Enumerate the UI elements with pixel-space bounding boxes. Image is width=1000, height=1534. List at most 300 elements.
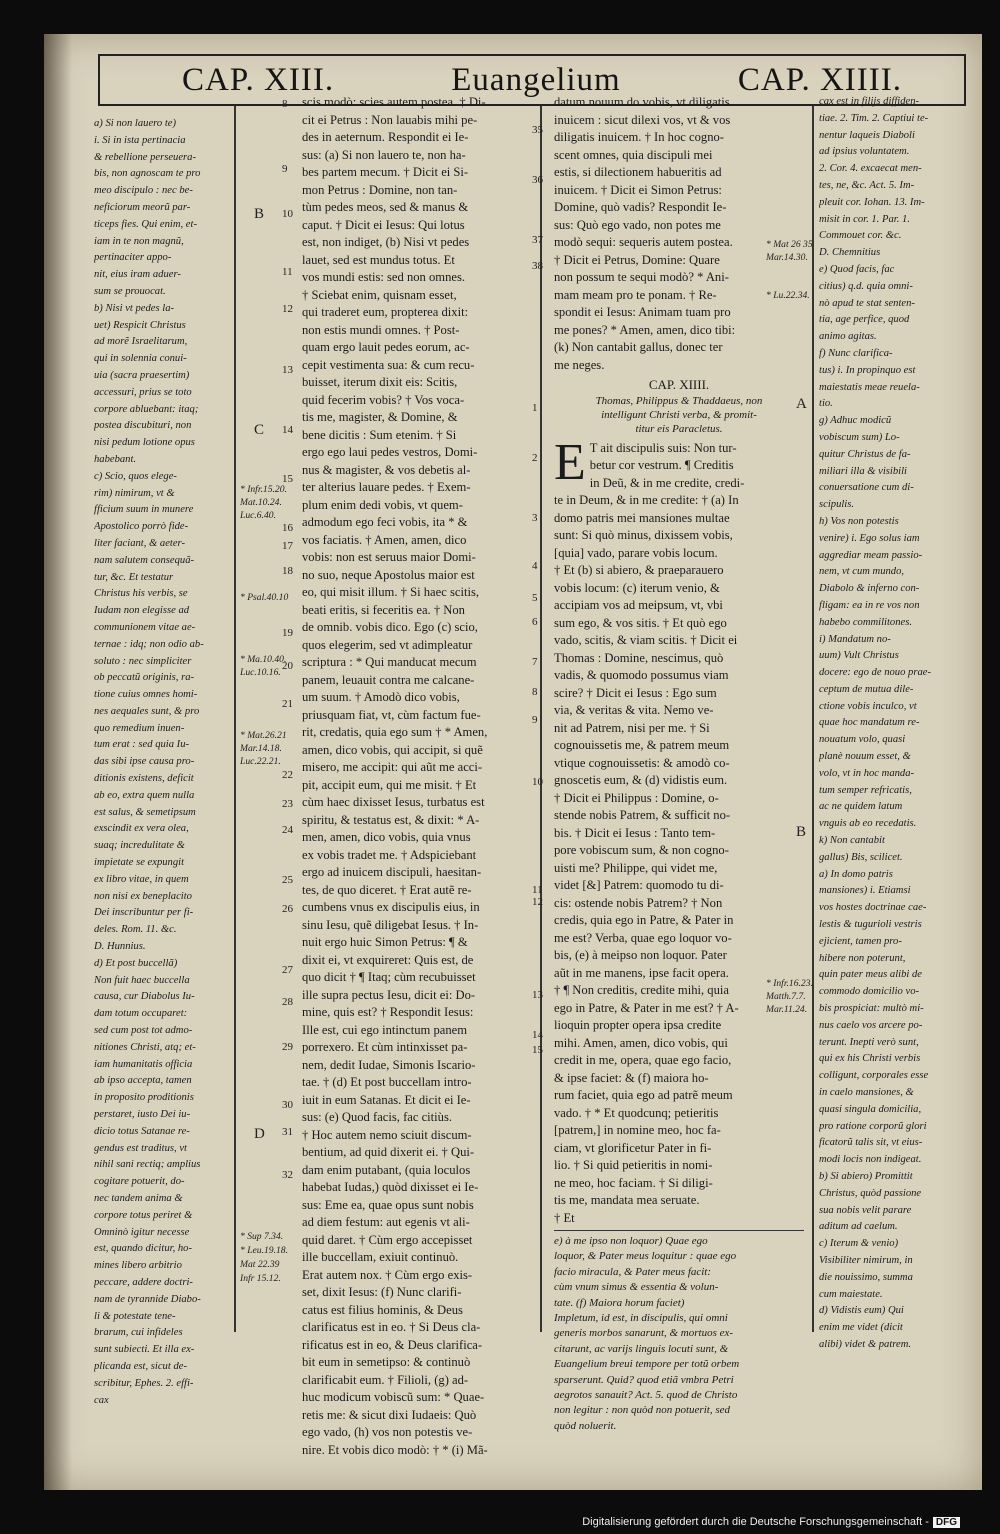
commentary-line: neficiorum meorũ par- <box>94 201 191 213</box>
scripture-line: spondit ei Iesus: Animam tuam pro <box>554 305 731 319</box>
scripture-line: (k) Non cantabit gallus, donec ter <box>554 340 723 354</box>
commentary-line: tum semper refricatis, <box>819 784 912 796</box>
scripture-line: um suum. † Amodò dico vobis, <box>302 690 460 704</box>
commentary-line: gallus) Bis, scilicet. <box>819 851 903 863</box>
commentary-line: vobiscum sum) Lo- <box>819 431 900 443</box>
commentary-line: tione cuius omnes homi- <box>94 689 198 701</box>
commentary-line: in caelo mansiones, & <box>819 1087 914 1099</box>
commentary-line: b) Nisi vt pedes la- <box>94 302 175 314</box>
section-letter: C <box>254 422 265 438</box>
commentary-line: modi locis non indigeat. <box>819 1154 922 1166</box>
commentary-line: fligam: ea in re vos non <box>819 599 920 611</box>
footnote-line: loquor, & Pater meus loquitur : quae ego <box>554 1250 737 1263</box>
commentary-line: colligunt, corporales esse <box>819 1070 929 1082</box>
section-letter: B <box>796 824 807 840</box>
verse-number: 12 <box>282 303 293 315</box>
cross-reference: Luc.22.21. <box>240 756 281 767</box>
chapter-heading: CAP. XIIII. <box>648 377 710 392</box>
scripture-line: catus est filius hominis, & Deus <box>302 1302 463 1317</box>
commentary-line: ob peccatũ originis, ra- <box>94 672 195 684</box>
scripture-line: habebat Iudas,) quòd dixisset ei Ie- <box>302 1180 479 1194</box>
commentary-line: suaq; incredulitate & <box>94 840 185 852</box>
verse-number: 8 <box>532 686 538 698</box>
verse-number: 36 <box>532 174 543 186</box>
scripture-line: est, non indiget, (b) Nisi vt pedes <box>302 235 470 249</box>
cross-reference: * Mat 26 35 <box>766 239 813 250</box>
commentary-line: & rebellione perseuera- <box>94 151 196 163</box>
scripture-line: ille supra pectus Iesu, dicit ei: Do- <box>302 987 476 1002</box>
scripture-line: tae. † (d) Et post buccellam intro- <box>302 1075 472 1089</box>
commentary-line: cax est in filijs diffiden- <box>819 96 920 107</box>
scripture-line: rificatus est in eo, & Deus clarifica- <box>302 1337 483 1352</box>
cross-reference: Mat.10.24. <box>240 497 282 508</box>
scripture-line: vos faciatis. † Amen, amen, dico <box>302 532 467 547</box>
commentary-line: impietate se expungit <box>94 857 185 869</box>
scripture-line: iuit in eum Satanas. Et dicit ei Ie- <box>302 1092 471 1107</box>
commentary-line: iam in te non magnũ, <box>94 235 184 247</box>
scripture-line: credis, quia ego in Patre, & Pater in <box>554 913 734 927</box>
commentary-line: habebant. <box>94 453 137 465</box>
commentary-line: meo discipulo : nec be- <box>94 185 193 197</box>
scripture-line: ego in Patre, & Pater in me est? † A- <box>554 1000 739 1015</box>
cross-reference: Mar.14.18. <box>240 743 282 754</box>
commentary-line: corpore totus periret & <box>94 1209 193 1221</box>
scripture-line: clarificabit eum. † Filioli, (g) ad- <box>302 1372 469 1387</box>
scripture-line: me pones? * Amen, amen, dico tibi: <box>554 322 736 337</box>
scripture-line: dam enim putabant, (quia loculos <box>302 1162 471 1177</box>
gutter-shadow <box>44 34 72 1490</box>
commentary-line: Christus his verbis, se <box>94 588 188 600</box>
scripture-line: huc modicum vobiscũ sum: * Quae- <box>302 1390 485 1404</box>
scripture-line: domo patris mei mansiones multae <box>554 510 730 525</box>
scripture-line: vobis: non est seruus maior Domi- <box>302 550 476 564</box>
commentary-line: citius) q.d. quia omni- <box>819 280 913 292</box>
scripture-line: videt [&] Patrem: quomodo tu di- <box>554 878 724 892</box>
commentary-line: nec tandem anima & <box>94 1193 183 1204</box>
scripture-line: nuit ergo huic Simon Petrus: ¶ & <box>302 935 468 949</box>
commentary-line: mines libero arbitrio <box>94 1260 182 1272</box>
commentary-line: qui ex his Christi verbis <box>819 1053 921 1065</box>
scripture-line: scis modò: scies autem postea. † Di- <box>302 95 486 109</box>
commentary-line: b) Si abiero) Promittit <box>819 1171 913 1182</box>
scripture-line: mon Petrus : Domine, non tan- <box>302 182 458 197</box>
commentary-line: ab eo, extra quem nulla <box>94 789 195 801</box>
commentary-line: miliari illa & visibili <box>819 465 907 477</box>
scripture-line: plum enim dedi vobis, vt quem- <box>302 497 463 512</box>
scripture-line: bit eum in semetipso: & continuò <box>302 1355 471 1369</box>
commentary-line: uum) Vult Christus <box>819 650 899 662</box>
digitization-footer <box>582 1516 960 1528</box>
commentary-line: Omninò igitur necesse <box>94 1226 190 1238</box>
commentary-line: dicio totus Satanae re- <box>94 1125 190 1137</box>
commentary-line: aditum ad caelum. <box>819 1221 898 1233</box>
scripture-line: rit, credatis, quia ego sum † * Amen, <box>302 725 488 739</box>
commentary-line: communionem vitae ae- <box>94 621 196 633</box>
scripture-line: scent omnes, quia discipuli mei <box>554 147 713 162</box>
cross-reference: Mar.14.30. <box>766 252 808 263</box>
commentary-line: gendus est traditus, vt <box>94 1142 187 1154</box>
scripture-line: ergo ego laui pedes vestros, Domi- <box>302 445 478 459</box>
footnote-line: citarunt, ac varijs linguis locuti sunt, & <box>554 1342 729 1355</box>
scripture-line: Erat autem nox. † Cùm ergo exis- <box>302 1267 473 1282</box>
scripture-line: eo, qui misit illum. † Si haec scitis, <box>302 585 480 599</box>
cross-reference: * Infr.15.20. <box>240 484 287 495</box>
commentary-line: quasi singula domicilia, <box>819 1103 922 1115</box>
commentary-line: causa, cur Diabolus Iu- <box>94 991 195 1003</box>
commentary-line: pro ratione corporũ glori <box>819 1120 927 1132</box>
verse-number: 11 <box>282 266 293 278</box>
scripture-line: † Sciebat enim, quisnam esset, <box>302 287 457 302</box>
commentary-line: nouatum volo, quasi <box>819 734 906 746</box>
footnote-line: quòd noluerit. <box>554 1419 617 1432</box>
scripture-line: sum ego, & vos sitis. † Et quò ego <box>554 615 727 630</box>
commentary-line: uet) Respicit Christus <box>94 319 186 331</box>
commentary-line: tia, age perfice, quod <box>819 314 910 326</box>
scripture-line: de omnib. vobis dico. Ego (c) scio, <box>302 620 478 634</box>
commentary-line: a) In domo patris <box>819 868 893 880</box>
scripture-line: vado. † * Et quodcunq; petieritis <box>554 1105 719 1120</box>
commentary-line: exscindit ex vera olea, <box>94 823 189 835</box>
commentary-line: Dei inscribuntur per fi- <box>94 907 194 919</box>
commentary-line: rim) nimirum, vt & <box>94 487 175 499</box>
footnote-line: Impletum, id est, in discipulis, qui omni <box>554 1312 728 1325</box>
scripture-line: quid daret. † Cùm ergo accepisset <box>302 1232 473 1247</box>
cross-reference: * Lu.22.34. <box>766 290 810 301</box>
commentary-line: Non fuit haec buccella <box>94 974 190 986</box>
scripture-line: caput. † Dicit ei Iesus: Qui lotus <box>302 217 465 232</box>
scripture-line: quam ergo lauit pedes eorum, ac- <box>302 340 470 354</box>
commentary-line: qui in solennia conui- <box>94 353 187 365</box>
header-center: Euangelium <box>451 61 621 98</box>
commentary-line: tes, ne, &c. Act. 5. Im- <box>819 179 915 191</box>
scripture-line: sus: (e) Quod facis, fac citiùs. <box>302 1110 453 1124</box>
scripture-line: priusquam fiat, vt, cùm factum fue- <box>302 707 481 722</box>
cross-reference: * Psal.40.10 <box>240 592 289 603</box>
commentary-line: habebo commilitones. <box>819 616 912 628</box>
verse-number: 2 <box>532 452 538 464</box>
verse-number: 32 <box>282 1169 293 1181</box>
commentary-line: nò apud te stat senten- <box>819 297 915 309</box>
scripture-line: Domine, quò vadis? Respondit Ie- <box>554 200 727 214</box>
commentary-line: bis, non agnoscam te pro <box>94 168 201 180</box>
cross-reference: Infr 15.12. <box>240 1273 281 1284</box>
chapter-14-text <box>554 433 807 1228</box>
verse-number: 16 <box>282 522 293 534</box>
commentary-line: g) Adhuc modicũ <box>819 415 892 427</box>
commentary-line: quo remedium inuen- <box>94 722 185 734</box>
scripture-line: cùm haec dixisset Iesus, turbatus est <box>302 795 485 809</box>
commentary-line: das sibi ipse causa pro- <box>94 756 195 768</box>
commentary-line: Iudam non elegisse ad <box>94 605 190 617</box>
scripture-line: † ¶ Non creditis, credite mihi, quia <box>554 983 729 997</box>
scripture-line: bene dicitis : Sum etenim. † Si <box>302 427 457 442</box>
scripture-line: clarificatus est in eo. † Si Deus cla- <box>302 1320 481 1334</box>
scripture-line: Thomas : Domine, nescimus, quò <box>554 650 724 665</box>
scripture-line: tes, de quo diceret. † Erat autẽ re- <box>302 882 472 897</box>
commentary-line: k) Non cantabit <box>819 835 885 847</box>
cross-reference: Mat 22.39 <box>240 1259 280 1270</box>
scripture-line: sus: (a) Si non lauero te, non ha- <box>302 147 466 162</box>
scripture-line: tis me, magister, & Domine, & <box>302 410 458 424</box>
scripture-line: [patrem,] in nomine meo, hoc fa- <box>554 1123 721 1137</box>
commentary-line: sunt subiecti. Et illa ex- <box>94 1344 195 1356</box>
scripture-line: [quia] vado, parare vobis locum. <box>554 545 718 560</box>
footnote-line: cùm vnum simus & essentia & volun- <box>554 1281 719 1294</box>
scripture-line: inuicem : sicut dilexi vos, vt & vos <box>554 112 731 127</box>
commentary-line: sum se prouocat. <box>94 285 166 297</box>
verse-number: 35 <box>532 124 543 136</box>
scripture-line: vos mundi estis: sed non omnes. <box>302 270 466 284</box>
commentary-line: conuersatione cum di- <box>819 482 914 494</box>
book-page <box>44 34 982 1490</box>
commentary-line: docere: ego de nouo prae- <box>819 667 931 679</box>
commentary-line: corpore abluebant: itaq; <box>94 403 199 415</box>
cross-reference: * Mat.26.21 <box>240 730 287 741</box>
footnote-line: e) à me ipso non loquor) Quae ego <box>554 1235 708 1247</box>
commentary-line: plicanda est, sicut de- <box>94 1360 187 1372</box>
scripture-line: rum faciet, quia ego ad patrẽ meum <box>554 1088 733 1102</box>
scripture-line: te in Deum, & in me credite: † (a) In <box>554 493 739 507</box>
commentary-line: nit, eius iram aduer- <box>94 269 181 281</box>
scripture-line: tùm pedes meos, sed & manus & <box>302 200 469 214</box>
scripture-line: bis, (e) à meipso non loquor. Pater <box>554 948 727 962</box>
verse-number: 18 <box>282 565 293 577</box>
scripture-line: ciam, vt glorificetur Pater in fi- <box>554 1140 712 1155</box>
verse-number: 30 <box>282 1099 293 1111</box>
commentary-line: enim me videt (dicit <box>819 1322 903 1334</box>
verse-number: 9 <box>282 163 288 175</box>
dfg-logo: DFG <box>933 1517 960 1528</box>
commentary-line: ditionis existens, deficit <box>94 773 194 785</box>
commentary-line: die nouissimo, summa <box>819 1271 913 1283</box>
scripture-line: panem, leuauit contra me calcane- <box>302 672 475 687</box>
commentary-line: volo, vt in hoc manda- <box>819 767 915 779</box>
commentary-line: quin pater meus alibi de <box>819 969 922 981</box>
cross-reference: * Sup 7.34. <box>240 1231 284 1242</box>
scripture-line: bis. † Dicit ei Iesus : Tanto tem- <box>554 825 716 840</box>
scripture-line: lauet, sed est mundus totus. Et <box>302 252 455 267</box>
chapter-summary-1: Thomas, Philippus & Thaddaeus, non <box>595 394 763 407</box>
commentary-line: ficatorũ talis sit, vt eius- <box>819 1137 923 1149</box>
commentary-line: deles. Rom. 11. &c. <box>94 924 177 936</box>
verse-number: 10 <box>282 208 293 220</box>
commentary-line: ex libro vitae, in quem <box>94 873 189 885</box>
commentary-line: misit in cor. 1. Par. 1. <box>819 213 910 225</box>
commentary-line: c) Scio, quos elege- <box>94 470 177 482</box>
scripture-line: uisti me? Philippe, qui videt me, <box>554 860 718 875</box>
cross-reference: * Infr.16.23. <box>766 978 813 989</box>
commentary-line: postea discubituri, non <box>94 420 192 432</box>
commentary-line: planè nouum esset, & <box>819 751 911 763</box>
scripture-line: porrexero. Et cùm intinxisset pa- <box>302 1040 468 1054</box>
commentary-line: nentur laqueis Diaboli <box>819 129 915 141</box>
verse-number: 10 <box>532 776 543 788</box>
commentary-line: tiae. 2. Tim. 2. Captiui te- <box>819 112 929 124</box>
scripture-line: vadis, & quomodo possumus viam <box>554 668 729 682</box>
verse-number: 38 <box>532 260 543 272</box>
commentary-line: aggrediar meam passio- <box>819 549 923 561</box>
footer-text: Digitalisierung gefördert durch die Deutsche Forschungsgemeinschaft - <box>582 1516 929 1528</box>
commentary-line: soluto : nec simpliciter <box>94 655 192 667</box>
verse-number: 24 <box>282 824 293 836</box>
verse-number: 7 <box>532 656 538 668</box>
commentary-line: maiestatis meae reuela- <box>819 381 920 393</box>
commentary-line: mansiones) i. Etiamsi <box>819 885 911 897</box>
commentary-line: Commouet cor. &c. <box>819 230 902 242</box>
verse-number: 11 <box>532 884 543 896</box>
scripture-line: ad diem festum: aut egenis vt ali- <box>302 1215 470 1229</box>
scripture-line: vado, scitis, & viam scitis. † Dicit ei <box>554 633 738 647</box>
footnote-line: non legitur : non quòd non potuerit, sed <box>554 1404 730 1417</box>
commentary-line: pleuit cor. Iohan. 13. Im- <box>819 196 925 208</box>
scripture-line: set, dixit Iesus: (f) Nunc clarifi- <box>302 1285 462 1299</box>
scripture-line: me est? Verba, quae ego loquor vo- <box>554 930 732 945</box>
scripture-line: via, & veritas & vita. Nemo ve- <box>554 703 714 717</box>
scripture-line: scire? † Dicit ei Iesus : Ego sum <box>554 685 717 700</box>
commentary-line: tum erat : sed quia Iu- <box>94 739 190 751</box>
commentary-line: a) Si non lauero te) <box>94 118 176 129</box>
scripture-line: spiritu, & testatus est, & dixit: * A- <box>302 812 480 827</box>
commentary-line: cum maiestate. <box>819 1288 883 1300</box>
commentary-line: d) Vidistis eum) Qui <box>819 1305 904 1317</box>
chapter-summary-2: intelligunt Christi verba, & promit- <box>601 408 757 421</box>
commentary-line: scribitur, Ephes. 2. effi- <box>94 1377 194 1389</box>
commentary-line: terunt. Inepti verò sunt, <box>819 1036 919 1048</box>
commentary-line: Apostolico porrò fide- <box>94 521 189 533</box>
commentary-line: ad morẽ Israelitarum, <box>94 336 188 348</box>
commentary-line: fficium suum in munere <box>94 504 194 516</box>
section-letter: B <box>254 206 265 222</box>
commentary-line: accessuri, prius se toto <box>94 386 192 398</box>
scripture-line: pit, accipit eum, qui me misit. † Et <box>302 777 477 792</box>
commentary-line: ticeps fies. Qui enim, et- <box>94 218 197 230</box>
footnote-line: facio miracula, & Pater meus facit: <box>554 1265 712 1278</box>
left-commentary-column <box>94 116 232 1409</box>
commentary-line: nitiones Christi, atq; et- <box>94 1041 196 1053</box>
commentary-line: venire) i. Ego solus iam <box>819 532 920 544</box>
commentary-line: bis prospiciat: multò mi- <box>819 1003 924 1015</box>
commentary-line: tus) i. In propinquo est <box>819 364 916 376</box>
scripture-line: & ipse faciet: & (f) maiora ho- <box>554 1070 709 1085</box>
scripture-line: ego vado, (h) vos non potestis ve- <box>302 1425 473 1439</box>
scripture-line: vobis locum: (c) iterum venio, & <box>554 580 720 595</box>
scripture-line: retis me: & sicut dixi Iudaeis: Quò <box>302 1407 477 1422</box>
verse-number: 20 <box>282 660 293 672</box>
scripture-line: in Deũ, & in me credite, credi- <box>589 475 745 490</box>
commentary-line: nem, vt cum mundo, <box>819 566 905 578</box>
scripture-line: non estis mundi omnes. † Post- <box>302 322 460 337</box>
column-rule-3 <box>812 106 814 1332</box>
commentary-line: li & potestate tene- <box>94 1310 176 1322</box>
commentary-line: c) Iterum & venio) <box>819 1238 899 1250</box>
verse-number: 4 <box>532 560 538 572</box>
verse-number: 29 <box>282 1041 293 1053</box>
cross-reference: * Leu.19.18. <box>240 1245 288 1256</box>
scripture-line: inuicem. † Dicit ei Simon Petrus: <box>554 182 722 197</box>
commentary-line: ctione vobis inculco, vt <box>819 700 917 712</box>
verse-number: 17 <box>282 540 293 552</box>
scripture-line: cognouissetis me, & patrem meum <box>554 738 730 752</box>
commentary-line: h) Vos non potestis <box>819 515 899 527</box>
scripture-line: † Et (b) si abiero, & praeparauero <box>554 563 724 577</box>
commentary-line: ternae : idq; non odio ab- <box>94 638 204 650</box>
scripture-line: nus & magister, & vos debetis al- <box>302 462 471 477</box>
verse-number: 26 <box>282 903 293 915</box>
scripture-line: lioquin propter opera ipsa credite <box>554 1018 722 1032</box>
scripture-line: des in aeternum. Respondit ei Ie- <box>302 130 469 144</box>
header-right: CAP. XIIII. <box>737 61 902 98</box>
commentary-line: ejicient, tamen pro- <box>819 935 902 947</box>
verse-number: 23 <box>282 798 293 810</box>
commentary-line: nam de tyrannide Diabo- <box>94 1293 201 1305</box>
scripture-line: aũt in me manens, ipse facit opera. <box>554 965 729 980</box>
scripture-line: credit in me, opera, quae ego facio, <box>554 1053 732 1067</box>
commentary-line: scipulis. <box>819 499 855 511</box>
scripture-line: non possum te sequi modò? * Ani- <box>554 270 729 284</box>
commentary-line: Diabolo & inferno con- <box>819 583 920 595</box>
commentary-line: nisi pedum lotione opus <box>94 437 195 449</box>
commentary-line: vnguis ab eo recedatis. <box>819 818 917 830</box>
scripture-line: nire. Et vobis dico modò: † * (i) Mã- <box>302 1442 488 1457</box>
cross-reference: * Ma.10.40. <box>240 654 287 665</box>
scripture-line: vtique cognouissetis: & amodò co- <box>554 755 730 770</box>
scripture-line: ter alterius lauare pedes. † Exem- <box>302 480 471 494</box>
commentary-line: lestis & tugurioli vestris <box>819 919 922 931</box>
scripture-line: bes partem mecum. † Dicit ei Si- <box>302 165 469 179</box>
cross-reference: Luc.10.16. <box>240 667 281 678</box>
footnote-line: generis morbos sanarunt, & mortuos ex- <box>554 1327 734 1340</box>
scripture-line: beati eritis, si feceritis ea. † Non <box>302 602 465 617</box>
header-left: CAP. XIII. <box>182 61 335 98</box>
commentary-line: cax <box>94 1394 109 1406</box>
commentary-line: perstaret, iusto Dei iu- <box>94 1109 191 1121</box>
commentary-line: est salus, & semetipsum <box>94 806 196 818</box>
commentary-line: cogitare potuerit, do- <box>94 1176 185 1188</box>
commentary-line: commodo domicilio vo- <box>819 986 920 998</box>
commentary-line: Christus, quòd passione <box>819 1187 922 1199</box>
commentary-line: nihil sani rectiq; amplius <box>94 1159 201 1171</box>
verse-number: 1 <box>532 402 538 414</box>
scripture-line: estis, si dilectionem habueritis ad <box>554 165 722 179</box>
verse-number: 19 <box>282 627 293 639</box>
scripture-line: stende nobis Patrem, & sufficit no- <box>554 808 731 822</box>
verse-number: 8 <box>282 98 288 110</box>
footnote-separator <box>554 1230 804 1231</box>
scripture-line: tis me, mandata mea seruate. <box>554 1193 700 1207</box>
scripture-line: pore vobiscum sum, & non cogno- <box>554 843 729 857</box>
verse-number: 14 <box>282 424 293 436</box>
commentary-line: d) Et post buccellã) <box>94 957 178 969</box>
commentary-line: D. Hunnius. <box>94 941 146 953</box>
footnote-line: tate. (f) Maiora horum faciet) <box>554 1296 685 1309</box>
commentary-line: iam humanitatis officia <box>94 1058 193 1070</box>
scripture-line: mam meam pro te ponam. † Re- <box>554 287 717 302</box>
scripture-line: ne meo, hoc faciam. † Si diligi- <box>554 1175 713 1190</box>
column-rule-2 <box>540 106 542 1332</box>
commentary-line: in proposito proditionis <box>94 1092 194 1104</box>
scripture-line: datum nouum do vobis, vt diligatis <box>554 95 730 109</box>
verse-number: 5 <box>532 592 538 604</box>
drop-cap-initial: E <box>554 433 586 491</box>
scripture-line: quo dicit † ¶ Itaq; cùm recubuisset <box>302 970 476 984</box>
commentary-line: brarum, cui infideles <box>94 1327 183 1339</box>
verse-number: 27 <box>282 964 293 976</box>
commentary-line: sed cum post tot admo- <box>94 1025 193 1037</box>
scripture-line: bentium, ad quid dixerit ei. † Qui- <box>302 1145 475 1159</box>
scripture-line: quid fecerim vobis? † Vos voca- <box>302 392 465 407</box>
verse-number: 15 <box>282 473 293 485</box>
commentary-line: i) Mandatum no- <box>819 633 891 645</box>
